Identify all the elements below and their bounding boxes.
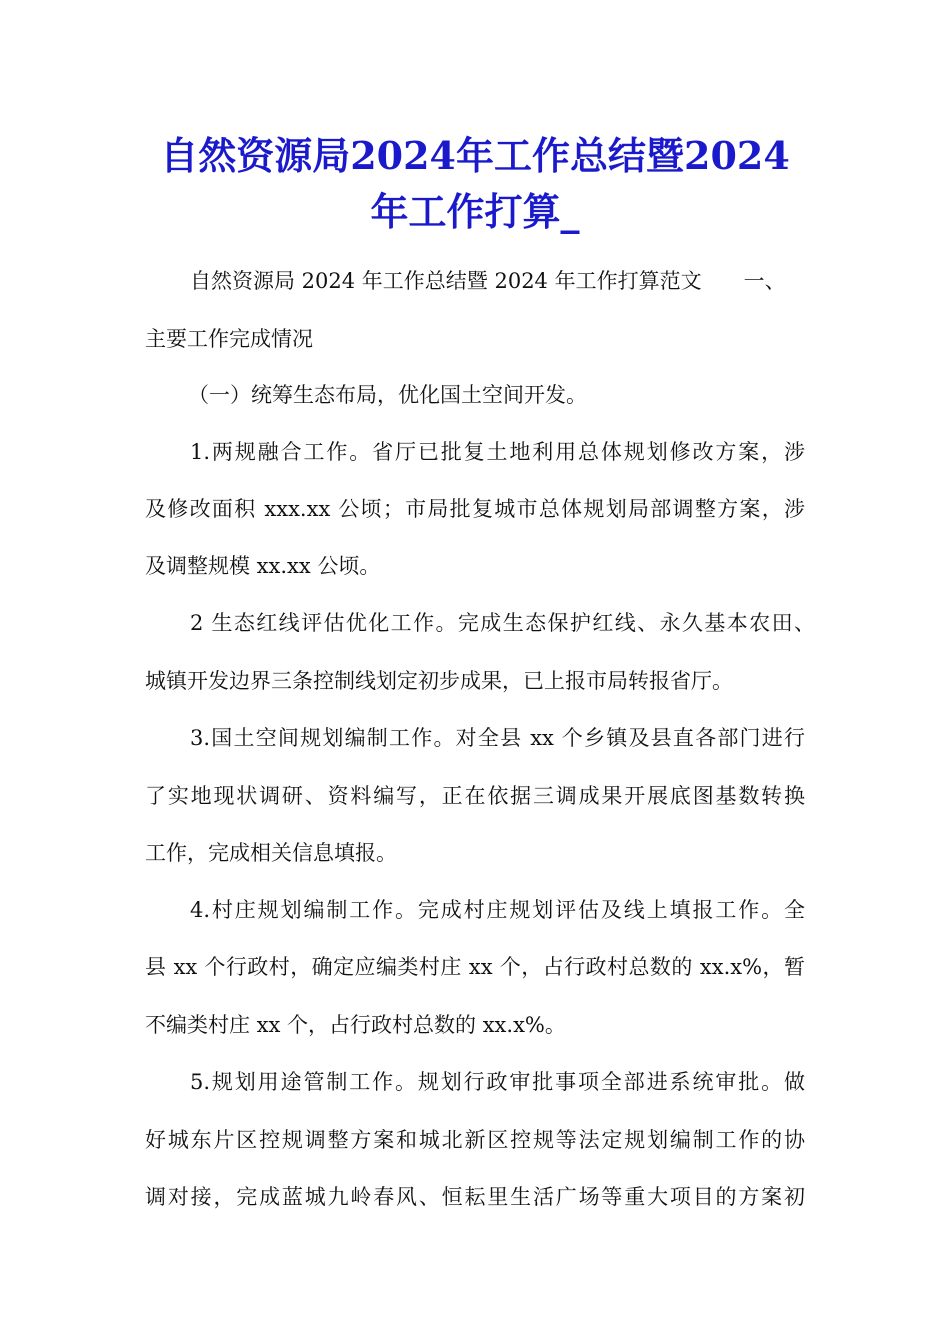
title-line-1: 自然资源局2024年工作总结暨2024 (160, 133, 790, 178)
body-line-17: 调对接，完成蓝城九岭春风、恒耘里生活广场等重大项目的方案初 (145, 1185, 805, 1209)
body-line-4: 1.两规融合工作。省厅已批复土地利用总体规划修改方案，涉 (190, 440, 805, 464)
body-line-15: 5.规划用途管制工作。规划行政审批事项全部进系统审批。做 (190, 1070, 805, 1094)
section-heading-1: （一）统筹生态布局，优化国土空间开发。 (188, 383, 587, 407)
body-line-2: 主要工作完成情况 (145, 327, 313, 351)
body-line-10: 了实地现状调研、资料编写，正在依据三调成果开展底图基数转换 (145, 784, 805, 808)
body-line-13: 县 xx 个行政村，确定应编类村庄 xx 个，占行政村总数的 xx.x%，暂 (145, 955, 805, 979)
body-line-14: 不编类村庄 xx 个，占行政村总数的 xx.x%。 (145, 1013, 566, 1037)
body-line-1: 自然资源局 2024 年工作总结暨 2024 年工作打算范文 一、 (190, 269, 786, 293)
body-line-11: 工作，完成相关信息填报。 (145, 841, 397, 865)
body-line-8: 城镇开发边界三条控制线划定初步成果，已上报市局转报省厅。 (145, 669, 733, 693)
body-line-5: 及修改面积 xxx.xx 公顷；市局批复城市总体规划局部调整方案，涉 (145, 497, 805, 521)
body-line-7: 2 生态红线评估优化工作。完成生态保护红线、永久基本农田、 (190, 611, 815, 635)
body-line-9: 3.国土空间规划编制工作。对全县 xx 个乡镇及县直各部门进行 (190, 726, 805, 750)
body-line-12: 4.村庄规划编制工作。完成村庄规划评估及线上填报工作。全 (190, 898, 805, 922)
body-line-6: 及调整规模 xx.xx 公顷。 (145, 554, 381, 578)
body-line-16: 好城东片区控规调整方案和城北新区控规等法定规划编制工作的协 (145, 1128, 805, 1152)
title-line-2: 年工作打算_ (370, 189, 580, 234)
document-title (120, 128, 830, 240)
